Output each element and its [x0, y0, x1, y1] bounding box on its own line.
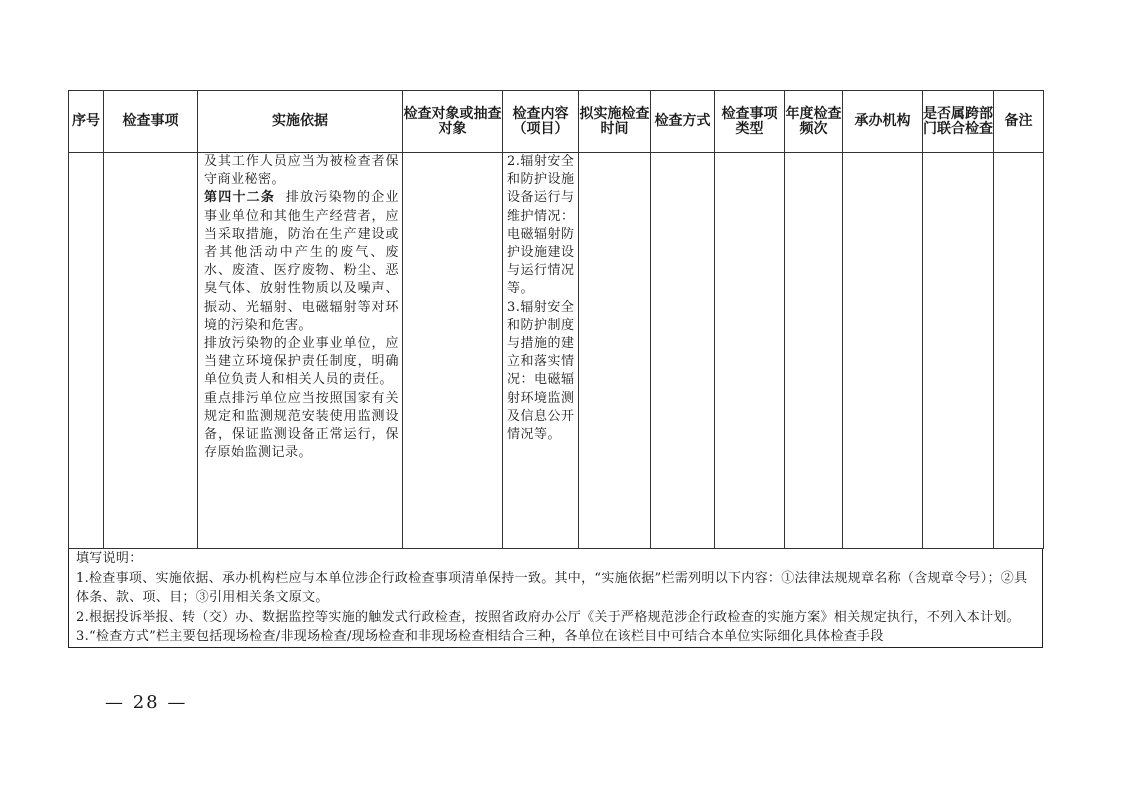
header-annual-frequency: 年度检查频次	[785, 91, 843, 153]
cell-inspection-content	[503, 153, 579, 549]
cell-planned-time	[579, 153, 651, 549]
cell-inspection-target	[403, 153, 503, 549]
cell-inspection-item	[104, 153, 198, 549]
table-row	[69, 153, 1044, 549]
instruction-item: 3.“检查方式”栏主要包括现场检查/非现场检查/现场检查和非现场检查相结合三种，各单位在该栏目中可结合本单位实际细化具体检查手段	[76, 629, 884, 644]
cell-joint-inspection	[923, 153, 994, 549]
table-header-row	[69, 91, 1044, 153]
header-joint-inspection: 是否属跨部门联合检查	[923, 91, 994, 153]
header-serial-number: 序号	[69, 91, 104, 153]
cell-annual-frequency	[785, 153, 843, 549]
header-item-type: 检查事项类型	[715, 91, 785, 153]
basis-paragraph: 及其工作人员应当为被检查者保守商业秘密。	[204, 154, 399, 188]
filling-instructions	[68, 549, 1043, 648]
content-paragraph: 3.辐射安全和防护制度与措施的建立和落实情况：电磁辐射环境监测及信息公开情况等。	[507, 299, 575, 443]
basis-article-text: 排放污染物的企业事业单位和其他生产经营者，应当采取措施，防治在生产建设或者其他活动中产生的废气、废水、废渣、医疗废物、粉尘、恶臭气体、放射性物质以及噪声、振动、光辐射、电磁辐射等对环境的污染和危害。	[204, 190, 399, 333]
inspection-plan-table	[68, 90, 1044, 549]
instruction-item: 2.根据投诉举报、转（交）办、数据监控等实施的触发式行政检查，按照省政府办公厅《关于严格规范涉企行政检查的实施方案》相关规定执行，不列入本计划。	[76, 609, 1021, 625]
basis-paragraph: 重点排污单位应当按照国家有关规定和监测规范安装使用监测设备，保证监测设备正常运行，保存原始监测记录。	[204, 390, 399, 461]
header-inspection-target: 检查对象或抽查对象	[403, 91, 503, 153]
header-inspection-method: 检查方式	[651, 91, 715, 153]
header-implementation-basis: 实施依据	[198, 91, 403, 153]
header-inspection-content: 检查内容（项目）	[503, 91, 579, 153]
content-paragraph: 2.辐射安全和防护设施设备运行与维护情况：电磁辐射防护设施建设与运行情况等。	[507, 154, 575, 297]
header-responsible-agency: 承办机构	[843, 91, 923, 153]
basis-paragraph: 排放污染物的企业事业单位，应当建立环境保护责任制度，明确单位负责人和相关人员的责任。	[204, 336, 399, 388]
basis-paragraph	[204, 189, 399, 335]
header-planned-time: 拟实施检查时间	[579, 91, 651, 153]
article-label: 第四十二条	[204, 190, 276, 206]
cell-responsible-agency	[843, 153, 923, 549]
cell-remarks	[994, 153, 1044, 549]
instruction-item: 1.检查事项、实施依据、承办机构栏应与本单位涉企行政检查事项清单保持一致。其中，“实施依据”栏需列明以下内容：①法律法规规章名称（含规章令号）；②具体条、款、项、目；③引用相关条文原文。	[76, 570, 1028, 605]
cell-serial-number	[69, 153, 104, 549]
cell-implementation-basis	[198, 153, 403, 549]
cell-item-type	[715, 153, 785, 549]
inspection-plan-sheet	[68, 90, 1043, 648]
page-number: — 28 —	[105, 692, 188, 713]
instructions-title: 填写说明：	[76, 551, 143, 566]
cell-inspection-method	[651, 153, 715, 549]
header-inspection-item: 检查事项	[104, 91, 198, 153]
header-remarks: 备注	[994, 91, 1044, 153]
